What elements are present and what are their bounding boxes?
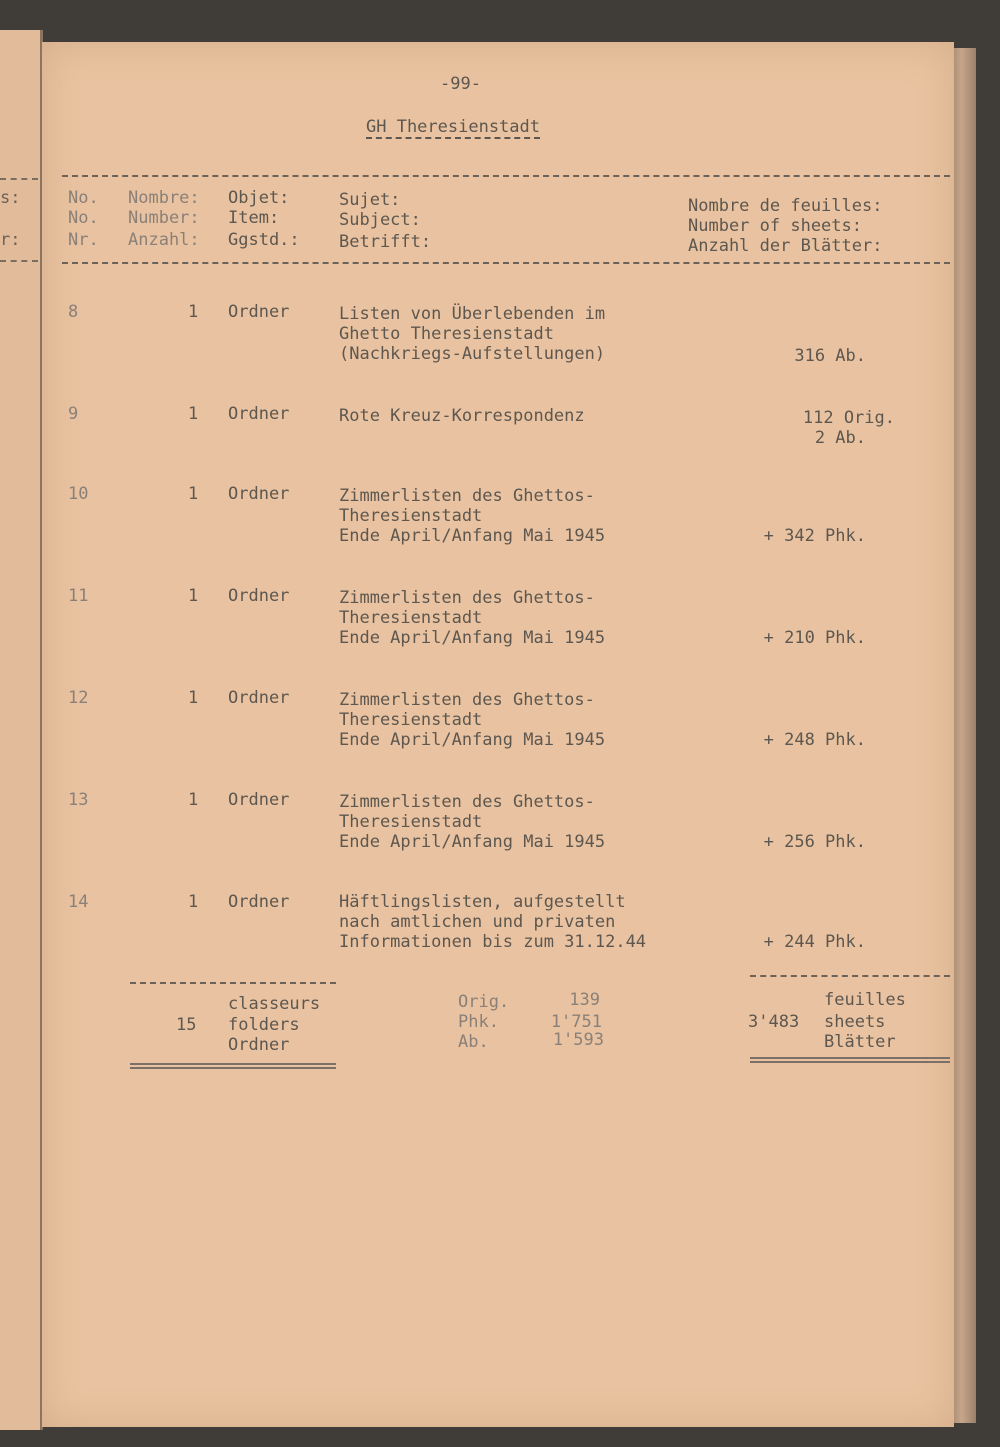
row-sheets: 112 Orig. bbox=[802, 408, 895, 428]
row-item: Ordner bbox=[228, 790, 290, 810]
header-no-en: No. bbox=[68, 208, 99, 228]
left-page-dash bbox=[0, 178, 38, 180]
sheets-top-rule bbox=[750, 975, 950, 977]
row-count: 1 bbox=[188, 302, 199, 322]
sheets-label-en: sheets bbox=[824, 1012, 886, 1032]
row-number: 9 bbox=[68, 404, 79, 424]
header-count-de: Anzahl: bbox=[128, 230, 200, 250]
header-item-fr: Objet: bbox=[228, 188, 290, 208]
row-subject-line: Ende April/Anfang Mai 1945 bbox=[339, 730, 606, 750]
totals-count: 15 bbox=[176, 1015, 197, 1035]
row-sheets: + 248 Phk. bbox=[763, 730, 866, 750]
breakdown-value: 139 bbox=[569, 990, 600, 1010]
header-item-de: Ggstd.: bbox=[228, 230, 300, 250]
totals-item-fr: classeurs bbox=[228, 994, 321, 1014]
page-edge bbox=[952, 48, 976, 1423]
row-subject-line: Zimmerlisten des Ghettos- bbox=[339, 792, 595, 812]
header-sheets-de: Anzahl der Blätter: bbox=[688, 236, 883, 256]
header-bottom-rule bbox=[62, 262, 950, 264]
row-number: 10 bbox=[68, 484, 89, 504]
totals-bottom-rule bbox=[130, 1063, 336, 1069]
row-item: Ordner bbox=[228, 484, 290, 504]
row-number: 11 bbox=[68, 586, 89, 606]
row-sheets: 316 Ab. bbox=[794, 346, 866, 366]
sheets-bottom-rule bbox=[750, 1057, 950, 1063]
header-count-fr: Nombre: bbox=[128, 188, 200, 208]
row-subject-line: (Nachkriegs-Aufstellungen) bbox=[339, 344, 606, 364]
header-subject-fr: Sujet: bbox=[339, 190, 401, 210]
breakdown-value: 1'593 bbox=[552, 1030, 604, 1050]
row-subject-line: Theresienstadt bbox=[339, 506, 483, 526]
row-sheets: + 210 Phk. bbox=[763, 628, 866, 648]
breakdown-label: Orig. bbox=[458, 992, 510, 1012]
row-subject-line: Zimmerlisten des Ghettos- bbox=[339, 486, 595, 506]
row-subject-line: Ende April/Anfang Mai 1945 bbox=[339, 526, 606, 546]
row-count: 1 bbox=[188, 790, 199, 810]
sheets-total: 3'483 bbox=[748, 1012, 800, 1032]
page-title: GH Theresienstadt bbox=[366, 117, 540, 137]
header-sheets-fr: Nombre de feuilles: bbox=[688, 196, 883, 216]
row-subject-line: Zimmerlisten des Ghettos- bbox=[339, 690, 595, 710]
row-count: 1 bbox=[188, 484, 199, 504]
row-subject-line: Ende April/Anfang Mai 1945 bbox=[339, 832, 606, 852]
row-sheets: 2 Ab. bbox=[814, 428, 866, 448]
page-number: -99- bbox=[440, 74, 481, 94]
row-subject-line: Theresienstadt bbox=[339, 608, 483, 628]
row-count: 1 bbox=[188, 586, 199, 606]
row-number: 8 bbox=[68, 302, 79, 322]
row-subject-line: Theresienstadt bbox=[339, 710, 483, 730]
row-subject-line: Häftlingslisten, aufgestellt bbox=[339, 892, 626, 912]
row-item: Ordner bbox=[228, 302, 290, 322]
header-sheets-en: Number of sheets: bbox=[688, 216, 862, 236]
header-no-de: Nr. bbox=[68, 230, 99, 250]
sheets-label-fr: feuilles bbox=[824, 990, 906, 1010]
totals-item-en: folders bbox=[228, 1015, 300, 1035]
header-item-en: Item: bbox=[228, 208, 280, 228]
totals-top-rule bbox=[130, 982, 336, 984]
row-item: Ordner bbox=[228, 404, 290, 424]
row-number: 13 bbox=[68, 790, 89, 810]
header-no-fr: No. bbox=[68, 188, 99, 208]
breakdown-label: Phk. bbox=[458, 1012, 499, 1032]
row-item: Ordner bbox=[228, 892, 290, 912]
header-top-rule bbox=[62, 175, 950, 177]
header-subject-de: Betrifft: bbox=[339, 232, 432, 252]
row-subject-line: Zimmerlisten des Ghettos- bbox=[339, 588, 595, 608]
breakdown-value: 1'751 bbox=[550, 1012, 602, 1032]
row-sheets: + 244 Phk. bbox=[763, 932, 866, 952]
left-page-fragment: r: bbox=[0, 230, 21, 250]
row-subject-line: Ende April/Anfang Mai 1945 bbox=[339, 628, 606, 648]
totals-item-de: Ordner bbox=[228, 1035, 290, 1055]
left-page-fragment: s: bbox=[0, 188, 21, 208]
row-number: 12 bbox=[68, 688, 89, 708]
row-count: 1 bbox=[188, 688, 199, 708]
row-count: 1 bbox=[188, 892, 199, 912]
row-number: 14 bbox=[68, 892, 89, 912]
header-subject-en: Subject: bbox=[339, 210, 421, 230]
sheets-label-de: Blätter bbox=[824, 1032, 896, 1052]
adjacent-page bbox=[0, 30, 43, 1430]
row-item: Ordner bbox=[228, 586, 290, 606]
row-subject-line: Theresienstadt bbox=[339, 812, 483, 832]
row-sheets: + 256 Phk. bbox=[763, 832, 866, 852]
row-subject-line: Rote Kreuz-Korrespondenz bbox=[339, 406, 585, 426]
row-subject-line: Informationen bis zum 31.12.44 bbox=[339, 932, 647, 952]
row-sheets: + 342 Phk. bbox=[763, 526, 866, 546]
left-page-dash bbox=[0, 260, 38, 262]
breakdown-label: Ab. bbox=[458, 1032, 489, 1052]
row-subject-line: nach amtlichen und privaten bbox=[339, 912, 616, 932]
row-count: 1 bbox=[188, 404, 199, 424]
row-item: Ordner bbox=[228, 688, 290, 708]
row-subject-line: Listen von Überlebenden im bbox=[339, 304, 606, 324]
row-subject-line: Ghetto Theresienstadt bbox=[339, 324, 554, 344]
header-count-en: Number: bbox=[128, 208, 200, 228]
